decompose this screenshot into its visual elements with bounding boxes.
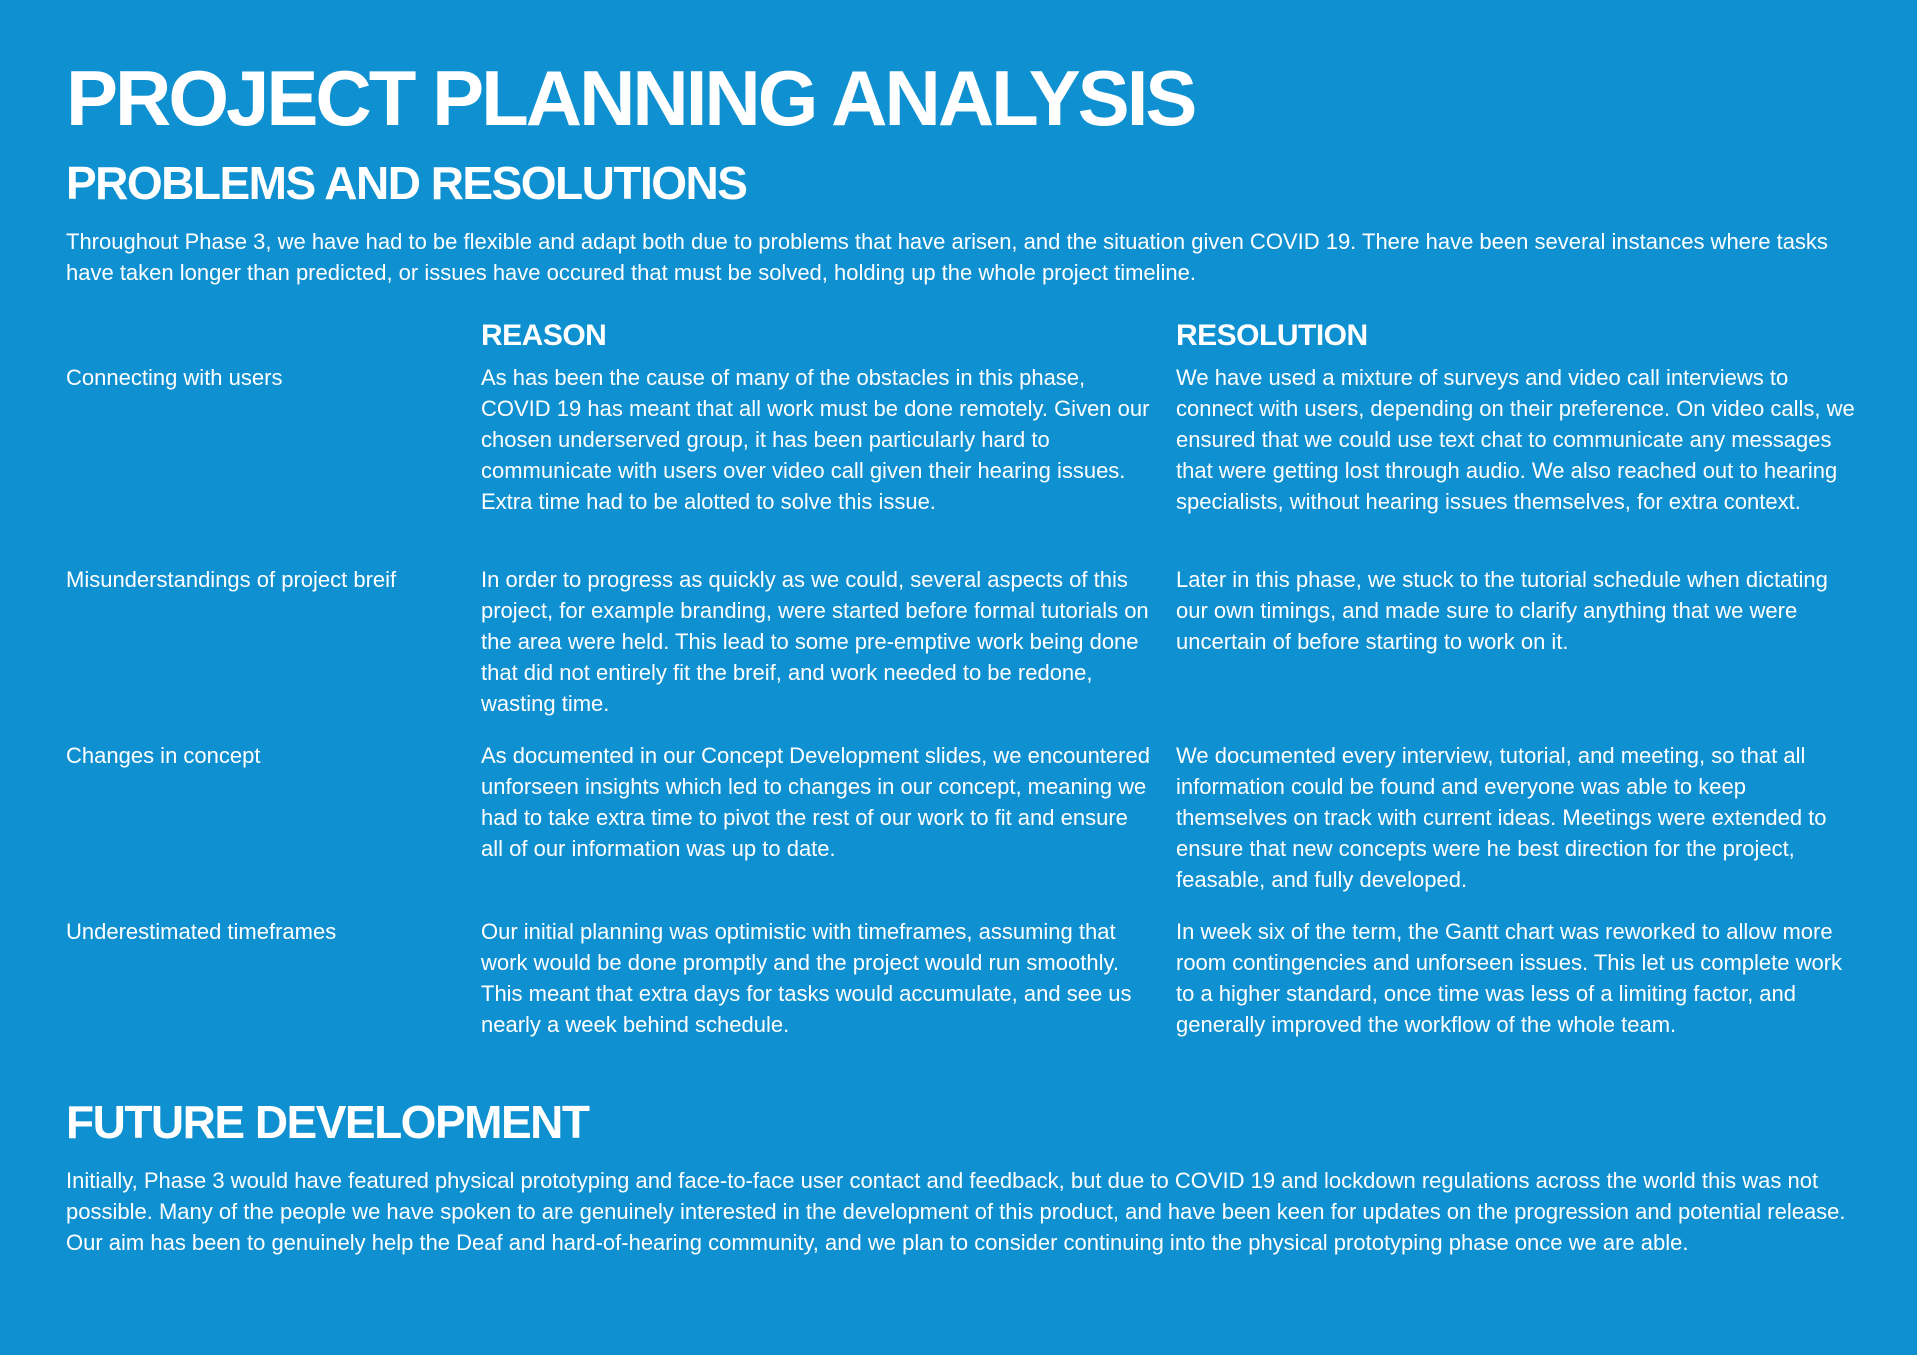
row-resolution: We documented every interview, tutorial, and meeting, so that all information could be found and everyone was able to keep themselves on track with current ideas. Meetings were extended to ensure that new concepts were he best direction for the project, feasable, and fully developed. (1176, 743, 1827, 892)
column-header-reason: REASON (481, 319, 607, 352)
future-paragraph: Initially, Phase 3 would have featured physical prototyping and face-to-face user contact and feedback, but due to COVID 19 and lockdown regulations across the world this was not possible. Many of the people we have spoken to are genuinely interested in the development of this product, and have been keen for updates on the progression and potential release. Our aim has been to genuinely help the Deaf and hard-of-hearing community, and we plan to consider continuing into the physical prototyping phase once we are able. (66, 1168, 1846, 1255)
section-heading-future: FUTURE DEVELOPMENT (66, 1096, 589, 1148)
section-heading-problems: PROBLEMS AND RESOLUTIONS (66, 157, 747, 209)
page-title: PROJECT PLANNING ANALYSIS (66, 54, 1195, 142)
intro-paragraph: Throughout Phase 3, we have had to be flexible and adapt both due to problems that have arisen, and the situation given COVID 19. There have been several instances where tasks have taken longer than predicted, or issues have occured that must be solved, holding up the whole project timeline. (66, 229, 1828, 285)
row-reason: As documented in our Concept Development slides, we encountered unforseen insights which led to changes in our concept, meaning we had to take extra time to pivot the rest of our work to fit and ensure all of our information was up to date. (481, 743, 1150, 861)
row-problem: Connecting with users (66, 365, 283, 390)
row-reason: Our initial planning was optimistic with timeframes, assuming that work would be done promptly and the project would run smoothly. This meant that extra days for tasks would accumulate, and see us nearly a week behind schedule. (481, 919, 1132, 1037)
row-problem: Misunderstandings of project breif (66, 567, 397, 592)
row-resolution: Later in this phase, we stuck to the tutorial schedule when dictating our own timings, and made sure to clarify anything that we were uncertain of before starting to work on it. (1176, 567, 1828, 654)
row-resolution: In week six of the term, the Gantt chart was reworked to allow more room contingencies and unforseen issues. This let us complete work to a higher standard, once time was less of a limiting factor, and generally improved the workflow of the whole team. (1176, 919, 1843, 1037)
row-problem: Underestimated timeframes (66, 919, 337, 944)
column-header-resolution: RESOLUTION (1176, 319, 1368, 352)
row-problem: Changes in concept (66, 743, 261, 768)
row-reason: As has been the cause of many of the obstacles in this phase, COVID 19 has meant that all work must be done remotely. Given our chosen underserved group, it has been particularly hard to communicate with users over video call given their hearing issues. Extra time had to be alotted to solve this issue. (481, 365, 1150, 514)
row-resolution: We have used a mixture of surveys and video call interviews to connect with users, depending on their preference. On video calls, we ensured that we could use text chat to communicate any messages that were getting lost through audio. We also reached out to hearing specialists, without hearing issues themselves, for extra context. (1176, 365, 1855, 514)
row-reason: In order to progress as quickly as we could, several aspects of this project, for example branding, were started before formal tutorials on the area were held. This lead to some pre-emptive work being done that did not entirely fit the breif, and work needed to be redone, wasting time. (481, 567, 1149, 716)
